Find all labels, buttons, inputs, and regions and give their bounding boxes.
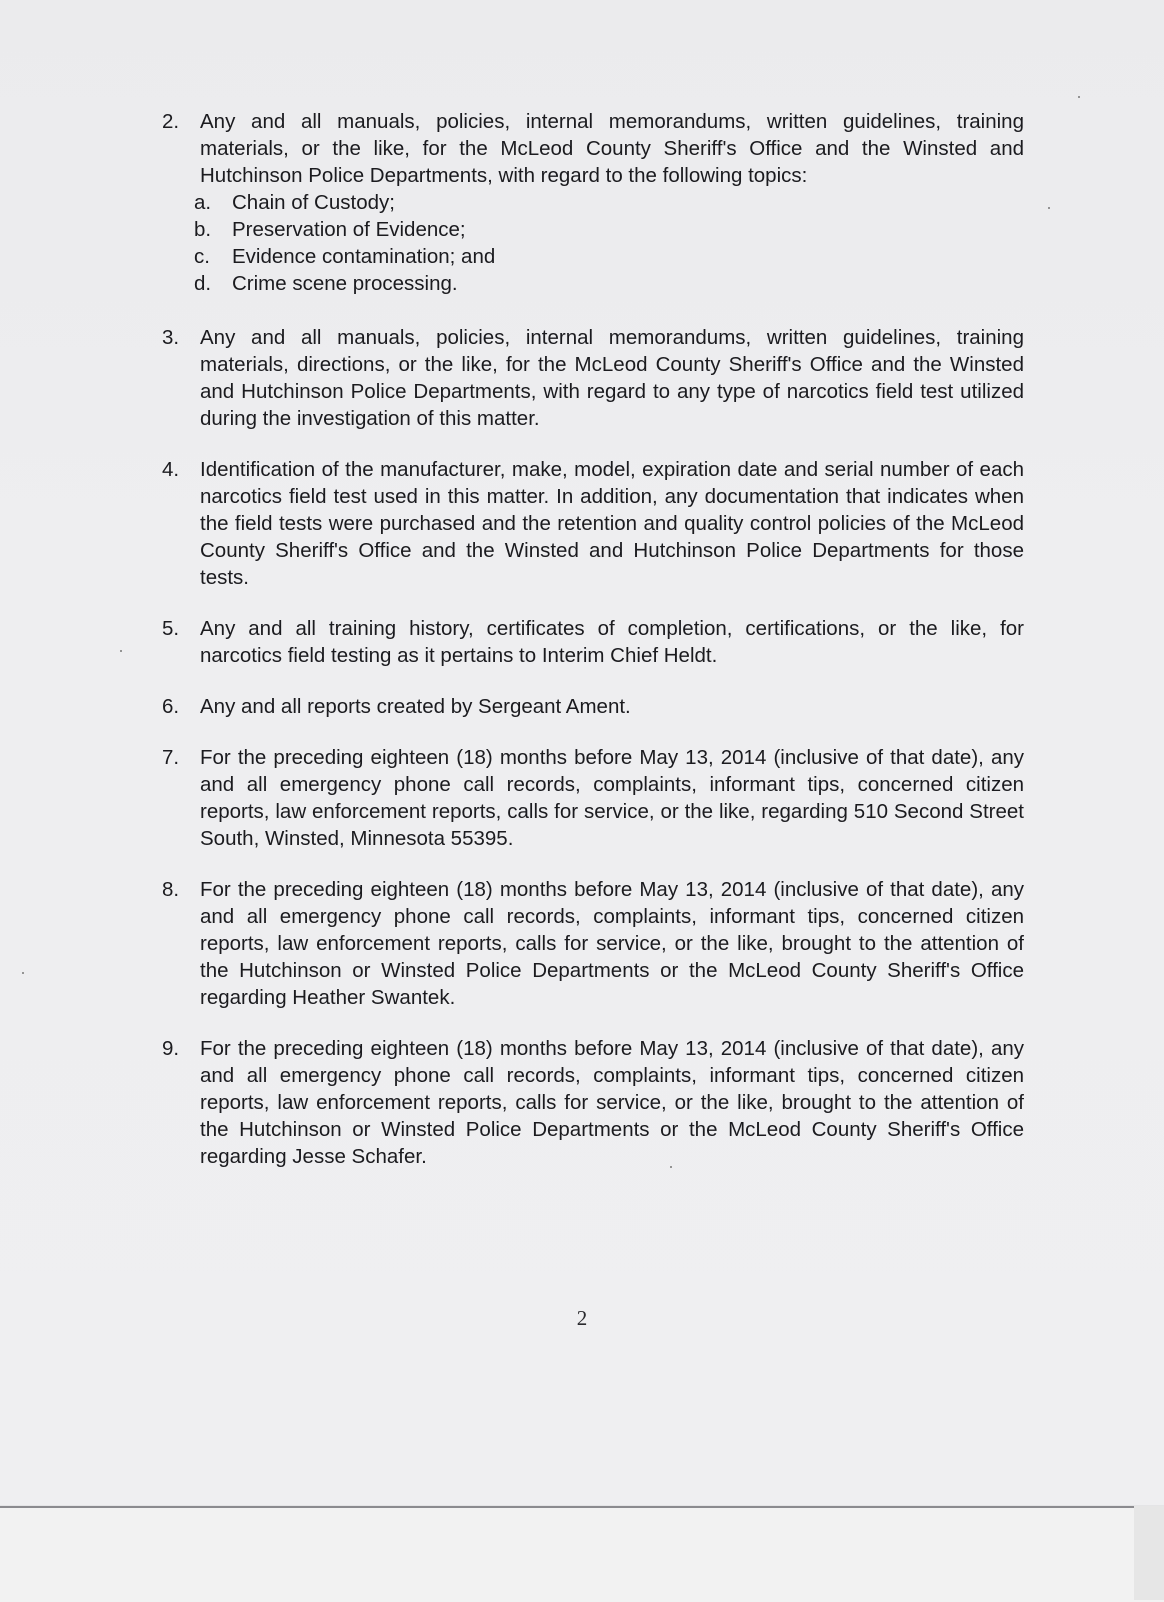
item-number: 2. (162, 110, 180, 133)
item-text: Identification of the manufacturer, make, model, expiration date and serial number of each narcotics field test used in this matter. In addition, any documentation that indicates when the field tests were purchased and the retention and quality control policies of the McLeod County Sheriff's Office and the Winsted and Hutchinson Police Departments for those tests. (200, 458, 1024, 589)
scanner-bed-edge (0, 1506, 1164, 1602)
sub-list (162, 189, 1024, 297)
scanner-bed-corner (1134, 1506, 1164, 1600)
sub-item (162, 189, 1024, 216)
scan-speck (120, 650, 122, 652)
item-text: For the preceding eighteen (18) months before May 13, 2014 (inclusive of that date), any and all emergency phone call records, complaints, informant tips, concerned citizen reports, law enforcement reports, calls for service, or the like, brought to the attention of the Hutchinson or Winsted Police Departments or the McLeod County Sheriff's Office regarding Heather Swantek. (200, 878, 1024, 1009)
item-number: 4. (162, 458, 180, 481)
sub-item-letter: a. (194, 191, 212, 214)
item-number: 8. (162, 878, 180, 901)
list-item (162, 744, 1024, 852)
list-item (162, 693, 1024, 720)
scan-speck (1048, 207, 1050, 209)
sub-item-text: Evidence contamination; and (232, 245, 496, 268)
sub-item-letter: d. (194, 272, 212, 295)
item-number: 6. (162, 695, 180, 718)
sub-item (162, 216, 1024, 243)
sub-item-letter: c. (194, 245, 210, 268)
item-number: 7. (162, 746, 180, 769)
sub-item-letter: b. (194, 218, 212, 241)
item-text: Any and all manuals, policies, internal memorandums, written guidelines, training materials, directions, or the like, for the McLeod County Sheriff's Office and the Winsted and Hutchinson Police Departments, with regard to any type of narcotics field test utilized during the investigation of this matter. (200, 326, 1024, 430)
sub-item-text: Chain of Custody; (232, 191, 395, 214)
item-text: For the preceding eighteen (18) months before May 13, 2014 (inclusive of that date), any and all emergency phone call records, complaints, informant tips, concerned citizen reports, law enforcement reports, calls for service, or the like, regarding 510 Second Street South, Winsted, Minnesota 55395. (200, 746, 1024, 850)
list-item (162, 324, 1024, 432)
item-text: For the preceding eighteen (18) months before May 13, 2014 (inclusive of that date), any and all emergency phone call records, complaints, informant tips, concerned citizen reports, law enforcement reports, calls for service, or the like, brought to the attention of the Hutchinson or Winsted Police Departments or the McLeod County Sheriff's Office regarding Jesse Schafer. (200, 1037, 1024, 1168)
list-item (162, 615, 1024, 669)
item-text: Any and all manuals, policies, internal memorandums, written guidelines, training materials, or the like, for the McLeod County Sheriff's Office and the Winsted and Hutchinson Police Departments, with regard to the following topics: (200, 110, 1024, 187)
page-number: 2 (576, 1306, 588, 1330)
sub-item (162, 270, 1024, 297)
list-item (162, 876, 1024, 1011)
list-item (162, 1035, 1024, 1170)
list-item (162, 456, 1024, 591)
sub-item-text: Preservation of Evidence; (232, 218, 466, 241)
item-text: Any and all reports created by Sergeant Ament. (200, 695, 631, 718)
sub-item (162, 243, 1024, 270)
scan-speck (1078, 96, 1080, 98)
item-number: 9. (162, 1037, 180, 1060)
item-number: 3. (162, 326, 180, 349)
sub-item-text: Crime scene processing. (232, 272, 458, 295)
request-list (162, 108, 1024, 1194)
scan-speck (22, 972, 24, 974)
list-item (162, 108, 1024, 297)
item-text: Any and all training history, certificates of completion, certifications, or the like, for narcotics field testing as it pertains to Interim Chief Heldt. (200, 617, 1024, 667)
item-number: 5. (162, 617, 180, 640)
